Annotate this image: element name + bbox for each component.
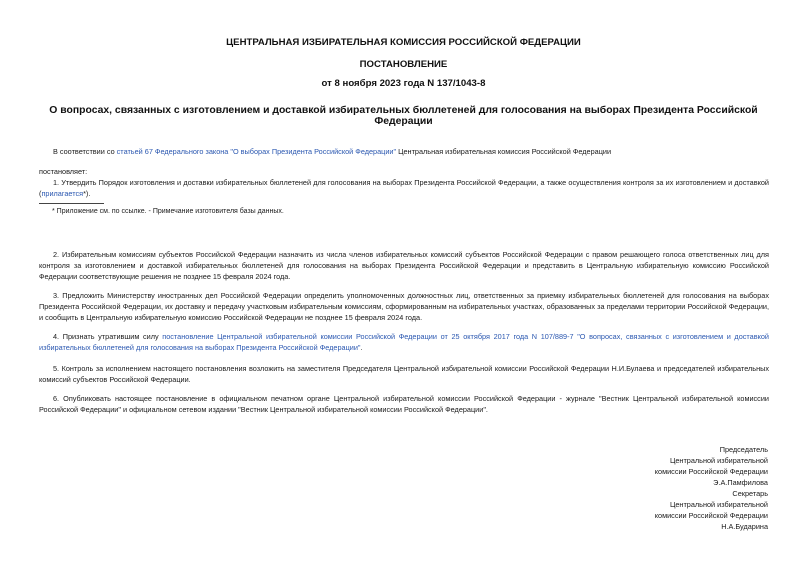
item-1-text: 1. Утвердить Порядок изготовления и доставки избирательных бюллетеней для голосования на выборах Президента Российской Федерации, а также осуществления контроля за их изготовлением и доставкой ( — [39, 178, 769, 198]
document-type: ПОСТАНОВЛЕНИЕ — [359, 59, 448, 70]
chair-org-line-1: Центральной избирательной — [669, 456, 768, 465]
issuing-organization: ЦЕНТРАЛЬНАЯ ИЗБИРАТЕЛЬНАЯ КОМИССИЯ РОССИЙСКОЙ ФЕДЕРАЦИИ — [226, 37, 581, 48]
document-date-number: от 8 ноября 2023 года N 137/1043-8 — [321, 78, 486, 89]
preamble-paragraph — [39, 146, 769, 157]
preamble-text-before: В соответствии со — [53, 147, 117, 156]
chair-name: Э.А.Памфилова — [713, 478, 768, 487]
item-1-text-after: *). — [83, 189, 91, 198]
resolves-label: постановляет: — [39, 167, 88, 176]
item-6-paragraph — [39, 393, 769, 415]
secretary-title: Секретарь — [732, 489, 768, 498]
preamble-text-after: Центральная избирательная комиссия Российской Федерации — [396, 147, 612, 156]
item-3-paragraph — [39, 290, 769, 323]
item-4-paragraph — [39, 331, 769, 353]
item-1-paragraph — [39, 177, 769, 199]
item-2-text: 2. Избирательным комиссиям субъектов Российской Федерации назначить из числа членов избирательных комиссий субъектов Российской Федерации с правом решающего голоса ответственных лиц для контроля за изготовлением и доставкой избирательных бюллетеней для голосования на выборах Президента Российской Федерации и представить в Центральную избирательную комиссию Российской Федерации соответствующие решения не позднее 15 февраля 2024 года. — [39, 250, 769, 281]
appendix-link[interactable]: прилагается — [41, 189, 84, 198]
law-article-link[interactable]: статьей 67 Федерального закона "О выборах Президента Российской Федерации" — [116, 147, 397, 156]
item-2-paragraph — [39, 249, 769, 282]
chair-title: Председатель — [719, 445, 768, 454]
item-5-text: 5. Контроль за исполнением настоящего постановления возложить на заместителя Председателя Центральной избирательной комиссии Российской Федерации Н.И.Булаева и председателей избирательных комиссий субъектов Российской Федерации. — [39, 364, 769, 384]
document-title: О вопросах, связанных с изготовлением и доставкой избирательных бюллетеней для голосования на выборах Президента Российской Федерации — [49, 105, 758, 127]
repealed-resolution-link[interactable]: постановление Центральной избирательной комиссии Российской Федерации от 25 октября 2017 года N 107/889-7 "О вопросах, связанных с изготовлением и доставкой избирательных бюллетеней для голосования на выборах Президента Российской Федерации" — [39, 332, 770, 352]
chair-org-line-2: комиссии Российской Федерации — [654, 467, 768, 476]
item-4-text-after: . — [360, 343, 363, 352]
item-5-paragraph — [39, 363, 769, 385]
signature-block — [655, 444, 768, 532]
footnote: * Приложение см. по ссылке. - Примечание изготовителя базы данных. — [52, 208, 284, 215]
item-6-text: 6. Опубликовать настоящее постановление в официальном печатном органе Центральной избирательной комиссии Российской Федерации - журнале "Вестник Центральной избирательной комиссии Российской Федерации" и официальном сетевом издании "Вестник Центральной избирательной комиссии Российской Федерации". — [39, 394, 769, 414]
item-3-text: 3. Предложить Министерству иностранных дел Российской Федерации определить уполномоченных должностных лиц, ответственных за приемку избирательных бюллетеней для голосования на выборах Президента Российской Федерации, их доставку и передачу участковым избирательным комиссиям, сформированным на избирательных участках, образованных за пределами территории Российской Федерации, и сообщить в Центральную избирательную комиссию Российской Федерации не позднее 15 февраля 2024 года. — [39, 291, 769, 322]
item-4-text-before: 4. Признать утратившим силу — [53, 332, 163, 341]
secretary-org-line-2: комиссии Российской Федерации — [654, 511, 768, 520]
secretary-name: Н.А.Бударина — [721, 522, 768, 531]
footnote-divider — [39, 203, 104, 204]
secretary-org-line-1: Центральной избирательной — [669, 500, 768, 509]
